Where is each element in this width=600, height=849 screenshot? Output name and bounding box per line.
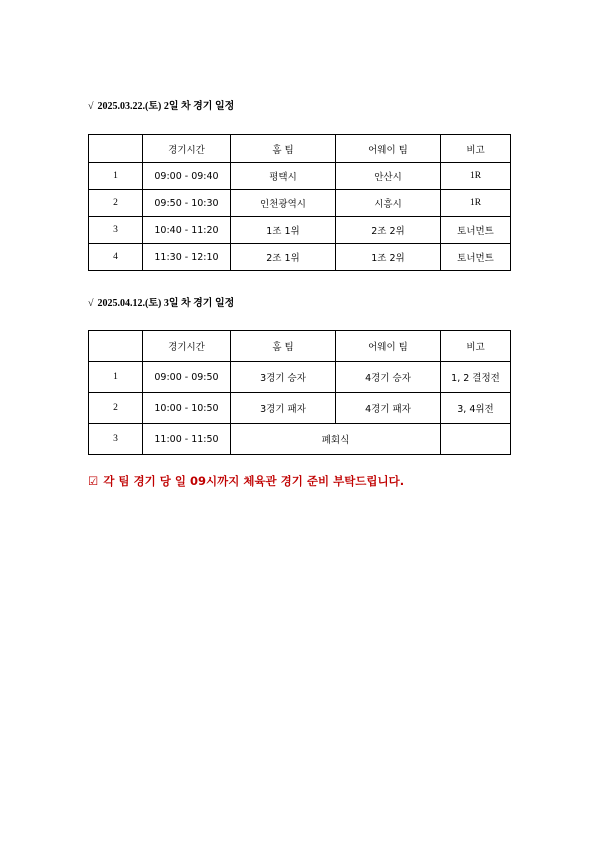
row-away-team: 4경기 승자 (336, 362, 441, 393)
header-cell-home: 홈 팀 (231, 331, 336, 362)
row-time: 09:00 - 09:50 (143, 362, 231, 393)
header-cell-no (89, 135, 143, 163)
header-cell-away: 어웨이 팀 (336, 331, 441, 362)
row-time: 10:40 - 11:20 (143, 217, 231, 244)
header-cell-time: 경기시간 (143, 135, 231, 163)
table-row (89, 163, 511, 190)
row-home-team: 1조 1위 (231, 217, 336, 244)
header-cell-time: 경기시간 (143, 331, 231, 362)
table-header-row (89, 135, 511, 163)
table-row (89, 362, 511, 393)
table-row (89, 217, 511, 244)
row-number: 2 (89, 190, 143, 217)
day3-title-text: 2025.04.12.(토) 3일 차 경기 일정 (97, 298, 235, 309)
row-home-team: 평택시 (231, 163, 336, 190)
row-note (441, 424, 511, 455)
row-note: 1R (441, 163, 511, 190)
row-home-team: 2조 1위 (231, 244, 336, 271)
day2-schedule-table (88, 134, 511, 271)
table-row (89, 190, 511, 217)
row-away-team: 시흥시 (336, 190, 441, 217)
row-number: 4 (89, 244, 143, 271)
row-away-team: 4경기 패자 (336, 393, 441, 424)
header-cell-home: 홈 팀 (231, 135, 336, 163)
row-note: 1R (441, 190, 511, 217)
checkmark-icon: √ (88, 101, 94, 112)
table-row (89, 244, 511, 271)
row-away-team: 안산시 (336, 163, 441, 190)
checkmark-icon: √ (88, 298, 94, 309)
closing-ceremony-cell: 폐회식 (231, 424, 441, 455)
row-time: 10:00 - 10:50 (143, 393, 231, 424)
day3-title (88, 294, 234, 309)
table-row (89, 393, 511, 424)
row-note: 1, 2 결정전 (441, 362, 511, 393)
row-time: 11:00 - 11:50 (143, 424, 231, 455)
row-time: 11:30 - 12:10 (143, 244, 231, 271)
row-note: 토너먼트 (441, 244, 511, 271)
row-home-team: 인천광역시 (231, 190, 336, 217)
notice-text: 각 팀 경기 당 일 09시까지 체육관 경기 준비 부탁드립니다. (103, 474, 405, 488)
notice (88, 473, 404, 489)
day3-schedule-table (88, 330, 511, 455)
day2-title (88, 97, 234, 112)
table-row (89, 424, 511, 455)
row-away-team: 1조 2위 (336, 244, 441, 271)
row-time: 09:50 - 10:30 (143, 190, 231, 217)
day2-title-text: 2025.03.22.(토) 2일 차 경기 일정 (97, 101, 235, 112)
row-time: 09:00 - 09:40 (143, 163, 231, 190)
header-cell-note: 비고 (441, 331, 511, 362)
row-home-team: 3경기 패자 (231, 393, 336, 424)
row-note: 3, 4위전 (441, 393, 511, 424)
row-note: 토너먼트 (441, 217, 511, 244)
header-cell-no (89, 331, 143, 362)
row-number: 3 (89, 217, 143, 244)
header-cell-away: 어웨이 팀 (336, 135, 441, 163)
row-away-team: 2조 2위 (336, 217, 441, 244)
table-header-row (89, 331, 511, 362)
header-cell-note: 비고 (441, 135, 511, 163)
row-number: 3 (89, 424, 143, 455)
checkbox-icon: ☑ (88, 474, 99, 488)
row-number: 1 (89, 362, 143, 393)
row-number: 2 (89, 393, 143, 424)
row-home-team: 3경기 승자 (231, 362, 336, 393)
row-number: 1 (89, 163, 143, 190)
